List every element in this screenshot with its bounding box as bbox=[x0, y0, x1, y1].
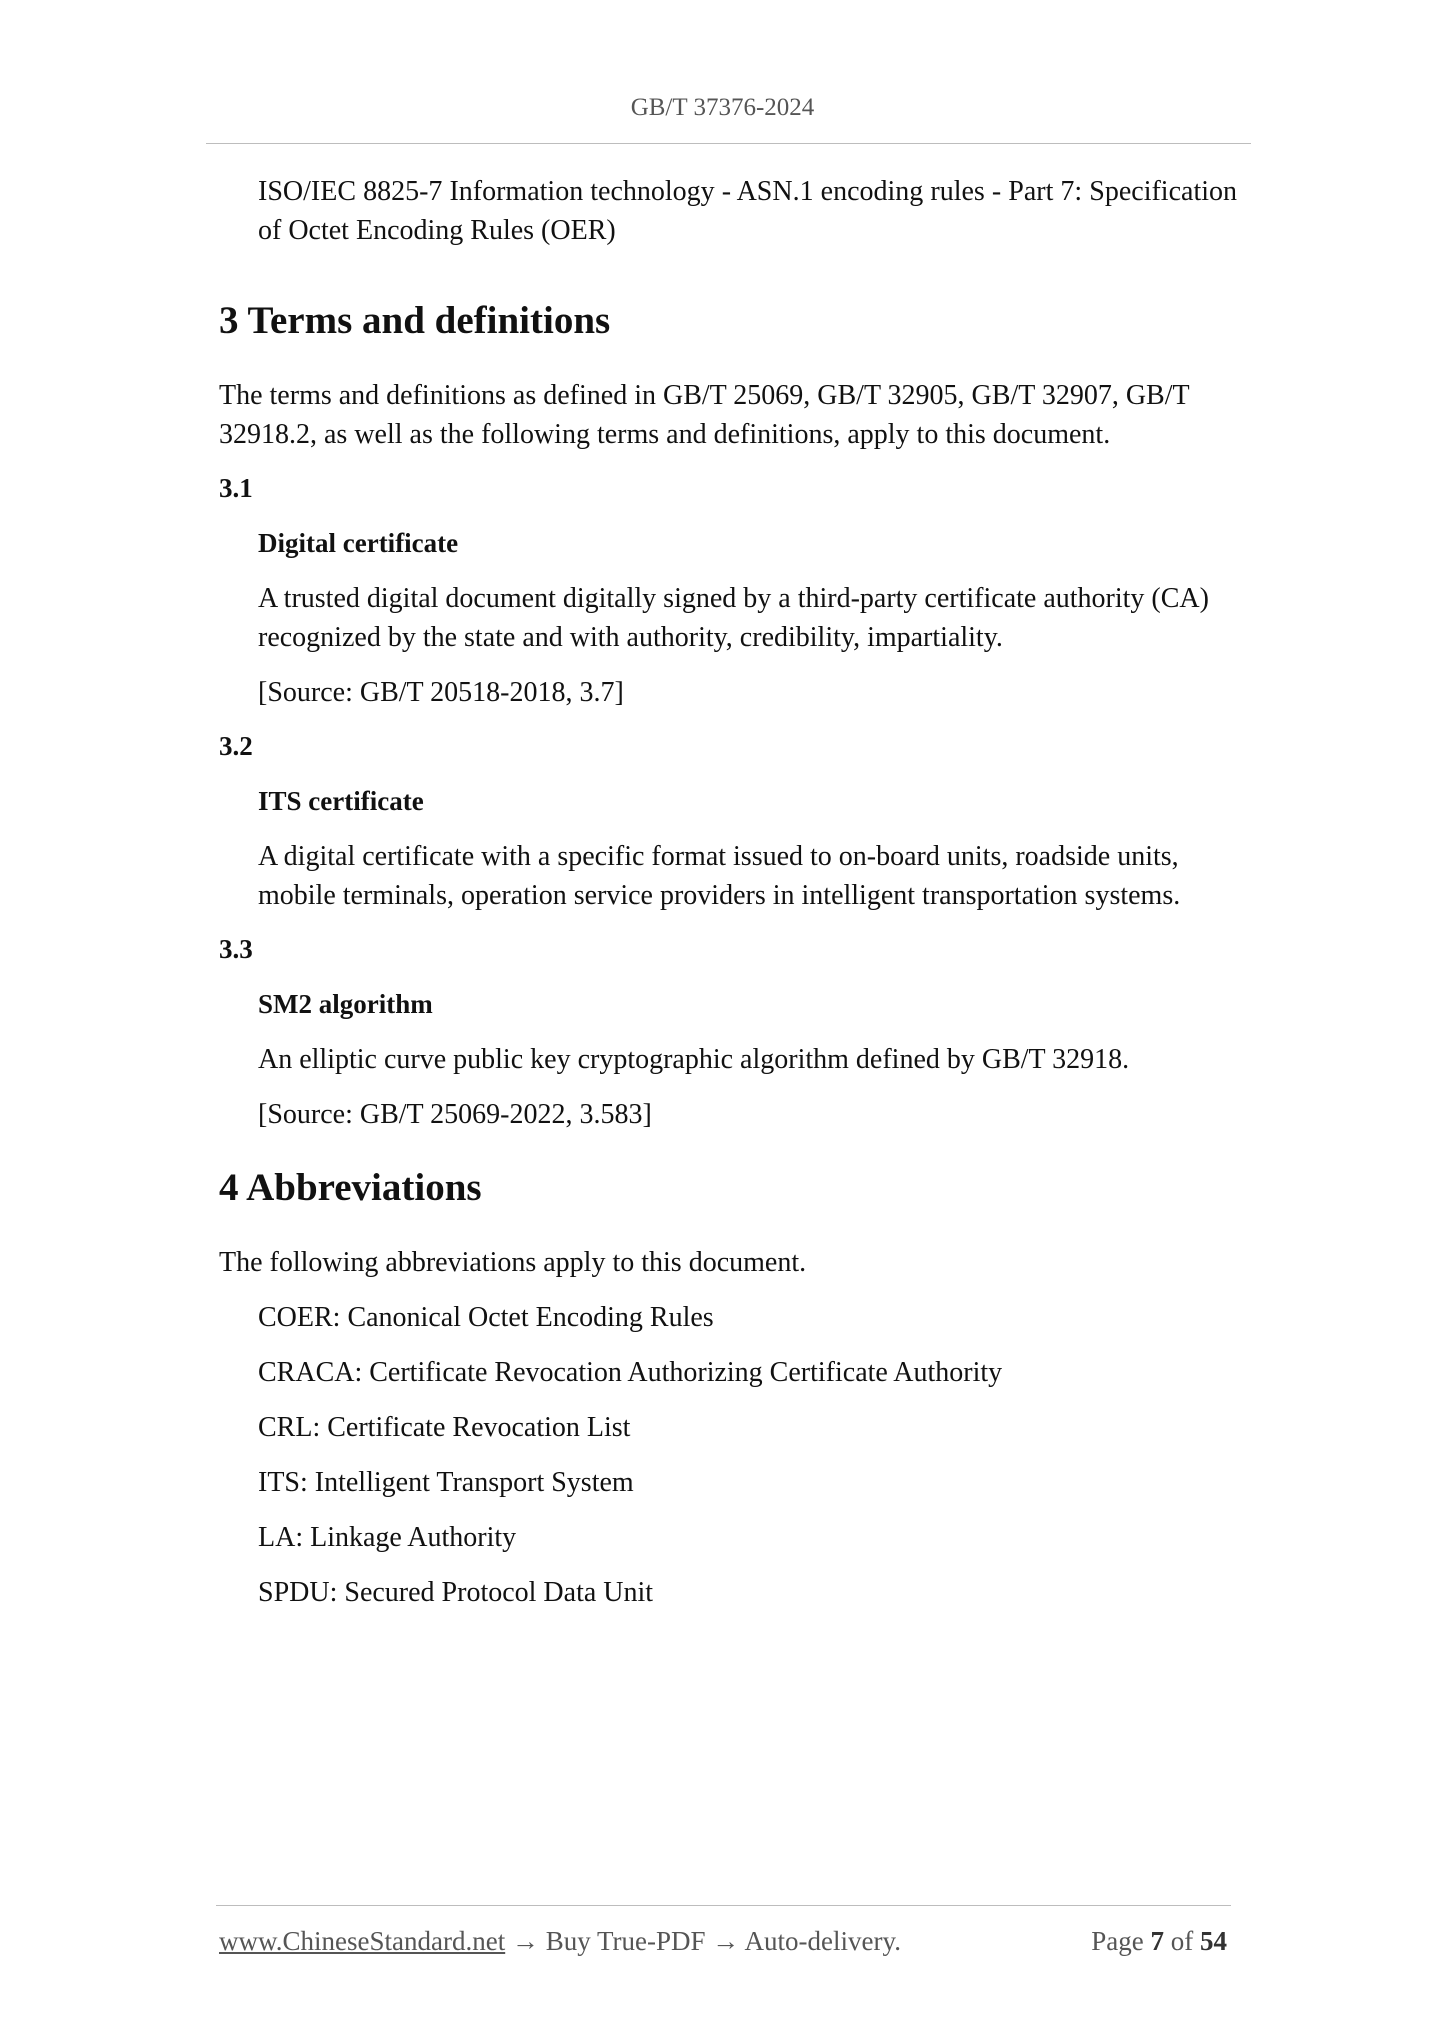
term-source: [Source: GB/T 25069-2022, 3.583] bbox=[258, 1099, 652, 1130]
page-label: Page bbox=[1091, 1926, 1144, 1956]
footer-divider bbox=[216, 1905, 1231, 1906]
term-number: 3.3 bbox=[219, 934, 253, 964]
term-number: 3.1 bbox=[219, 473, 253, 503]
term-name: SM2 algorithm bbox=[258, 989, 433, 1019]
term-name: ITS certificate bbox=[258, 786, 424, 816]
auto-delivery-text: Auto-delivery. bbox=[744, 1926, 901, 1956]
term-definition: A trusted digital document digitally signed by a third-party certificate authority (CA) recognized by the state and with authority, credibility, impartiality. bbox=[258, 583, 1209, 653]
header-divider bbox=[206, 143, 1251, 144]
page-of-label: of bbox=[1170, 1926, 1194, 1956]
abbreviation-item: COER: Canonical Octet Encoding Rules bbox=[258, 1302, 714, 1333]
section-4-intro: The following abbreviations apply to this document. bbox=[219, 1247, 807, 1278]
term-source: [Source: GB/T 20518-2018, 3.7] bbox=[258, 677, 624, 708]
abbreviation-item: CRL: Certificate Revocation List bbox=[258, 1412, 631, 1443]
footer-purchase-line bbox=[219, 1926, 901, 1957]
page-total: 54 bbox=[1200, 1926, 1227, 1956]
buy-true-pdf-text: Buy True-PDF bbox=[545, 1926, 706, 1956]
section-3-heading: 3 Terms and definitions bbox=[219, 299, 611, 342]
term-definition: An elliptic curve public key cryptographic algorithm defined by GB/T 32918. bbox=[258, 1044, 1130, 1075]
site-link[interactable]: www.ChineseStandard.net bbox=[219, 1926, 506, 1956]
abbreviation-item: ITS: Intelligent Transport System bbox=[258, 1467, 634, 1498]
page-number bbox=[1091, 1926, 1227, 1957]
page-content bbox=[219, 172, 1237, 1612]
term-number: 3.2 bbox=[219, 731, 253, 761]
term-name: Digital certificate bbox=[258, 528, 459, 558]
abbreviation-item: CRACA: Certificate Revocation Authorizing Certificate Authority bbox=[258, 1357, 1003, 1388]
term-definition: A digital certificate with a specific format issued to on-board units, roadside units, mobile terminals, operation service providers in intelligent transportation systems. bbox=[258, 841, 1181, 911]
arrow-right-icon: → bbox=[712, 1926, 740, 1956]
section-4-heading: 4 Abbreviations bbox=[219, 1166, 482, 1209]
document-header-title: GB/T 37376-2024 bbox=[630, 94, 815, 121]
abbreviation-item: SPDU: Secured Protocol Data Unit bbox=[258, 1577, 654, 1608]
abbreviation-item: LA: Linkage Authority bbox=[258, 1522, 517, 1553]
page-current: 7 bbox=[1150, 1926, 1164, 1956]
normative-reference-item: ISO/IEC 8825-7 Information technology - ASN.1 encoding rules - Part 7: Specification of Octet Encoding Rules (OER) bbox=[258, 176, 1237, 246]
arrow-right-icon: → bbox=[511, 1926, 539, 1956]
section-3-intro: The terms and definitions as defined in GB/T 25069, GB/T 32905, GB/T 32907, GB/T 32918.2, as well as the following terms and definitions, apply to this document. bbox=[219, 380, 1190, 450]
